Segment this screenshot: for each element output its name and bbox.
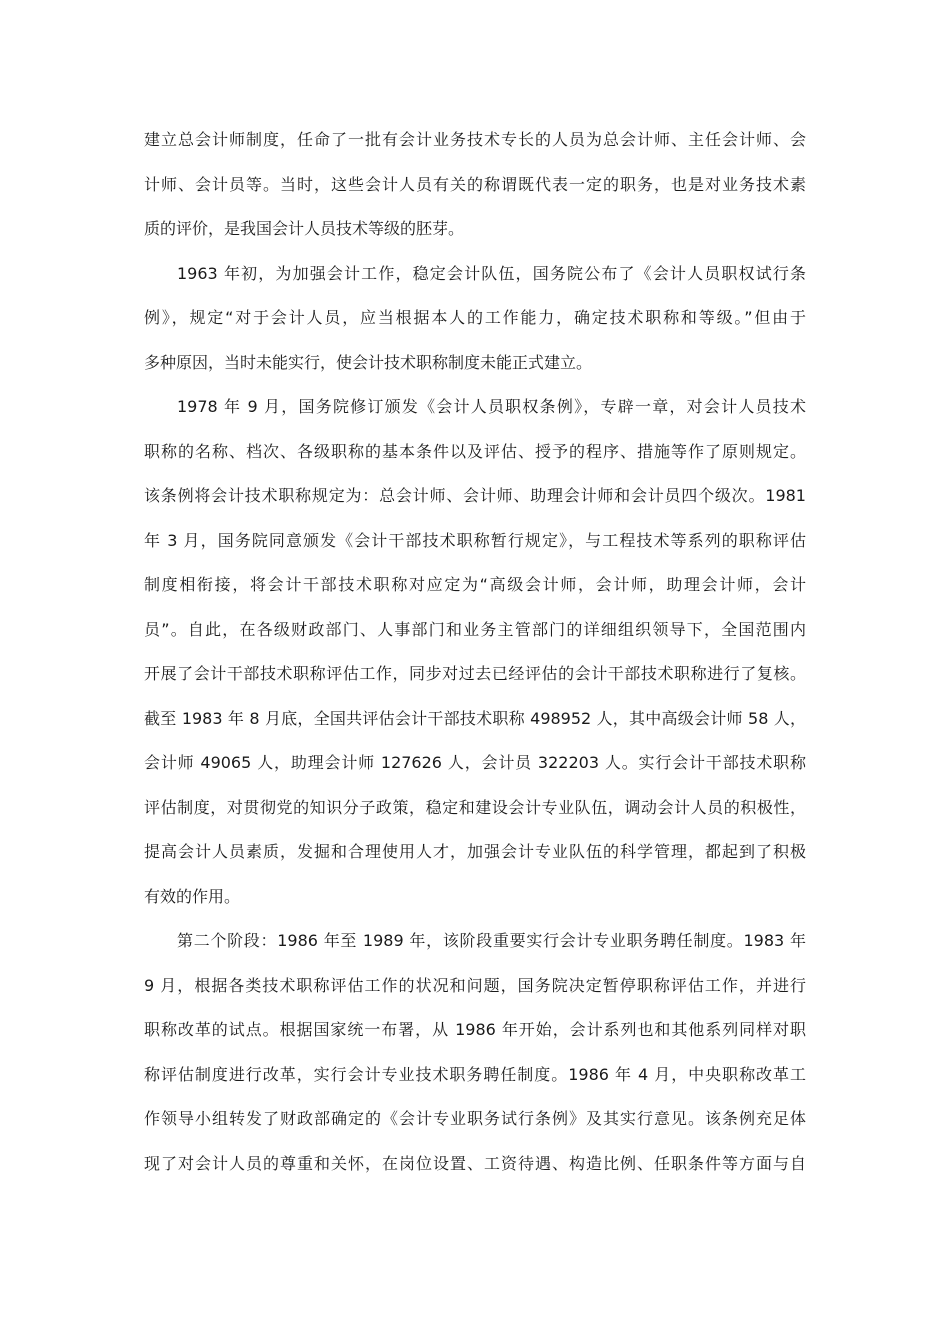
text-line: 截至 1983 年 8 月底，全国共评估会计干部技术职称 498952 人，其中高级会计师 58 人，: [144, 708, 806, 728]
text-line: 计师、会计员等。当时，这些会计人员有关的称谓既代表一定的职务，也是对业务技术素: [144, 174, 806, 194]
text-line: 质的评价，是我国会计人员技术等级的胚芽。: [144, 219, 465, 238]
text-line: 多种原因，当时未能实行，使会计技术职称制度未能正式建立。: [144, 352, 593, 372]
text-line: 职称改革的试点。根据国家统一布署，从 1986 年开始，会计系列也和其他系列同样对职: [144, 1020, 806, 1039]
paragraph: [144, 919, 806, 1186]
text-line: 1978 年 9 月，国务院修订颁发《会计人员职权条例》，专辟一章，对会计人员技术: [177, 397, 806, 416]
text-line: 员”。自此，在各级财政部门、人事部门和业务主管部门的详细组织领导下，全国范围内: [144, 619, 806, 639]
body-text: [144, 118, 806, 1186]
text-line: 称评估制度进行改革，实行会计专业技术职务聘任制度。1986 年 4 月，中央职称改革工: [144, 1064, 806, 1084]
text-line: 1963 年初，为加强会计工作，稳定会计队伍，国务院公布了《会计人员职权试行条: [177, 263, 806, 283]
text-line: 9 月，根据各类技术职称评估工作的状况和问题，国务院决定暂停职称评估工作，并进行: [144, 975, 806, 995]
text-line: 职称的名称、档次、各级职称的基本条件以及评估、授予的程序、措施等作了原则规定。: [144, 441, 806, 461]
text-line: 年 3 月，国务院同意颁发《会计干部技术职称暂行规定》，与工程技术等系列的职称评估: [144, 530, 806, 550]
text-line: 建立总会计师制度，任命了一批有会计业务技术专长的人员为总会计师、主任会计师、会: [144, 130, 806, 149]
text-line: 提高会计人员素质，发掘和合理使用人才，加强会计专业队伍的科学管理，都起到了积极: [144, 842, 806, 861]
text-line: 第二个阶段：1986 年至 1989 年，该阶段重要实行会计专业职务聘任制度。1983 年: [177, 931, 806, 950]
paragraph: [144, 385, 806, 919]
text-line: 该条例将会计技术职称规定为：总会计师、会计师、助理会计师和会计员四个级次。1981: [144, 486, 806, 505]
text-line: 现了对会计人员的尊重和关怀，在岗位设置、工资待遇、构造比例、任职条件等方面与自: [144, 1153, 806, 1173]
text-line: 开展了会计干部技术职称评估工作，同步对过去已经评估的会计干部技术职称进行了复核。: [144, 664, 806, 683]
text-line: 会计师 49065 人，助理会计师 127626 人，会计员 322203 人。实行会计干部技术职称: [144, 753, 806, 772]
text-line: 制度相衔接，将会计干部技术职称对应定为“高级会计师，会计师，助理会计师，会计: [144, 575, 806, 594]
text-line: 作领导小组转发了财政部确定的《会计专业职务试行条例》及其实行意见。该条例充足体: [144, 1109, 806, 1128]
text-line: 评估制度，对贯彻党的知识分子政策，稳定和建设会计专业队伍，调动会计人员的积极性，: [144, 797, 806, 817]
paragraph: [144, 118, 806, 252]
paragraph: [144, 252, 806, 386]
text-line: 例》，规定“对于会计人员，应当根据本人的工作能力，确定技术职称和等级。”但由于: [144, 308, 806, 327]
text-line: 有效的作用。: [144, 886, 241, 906]
